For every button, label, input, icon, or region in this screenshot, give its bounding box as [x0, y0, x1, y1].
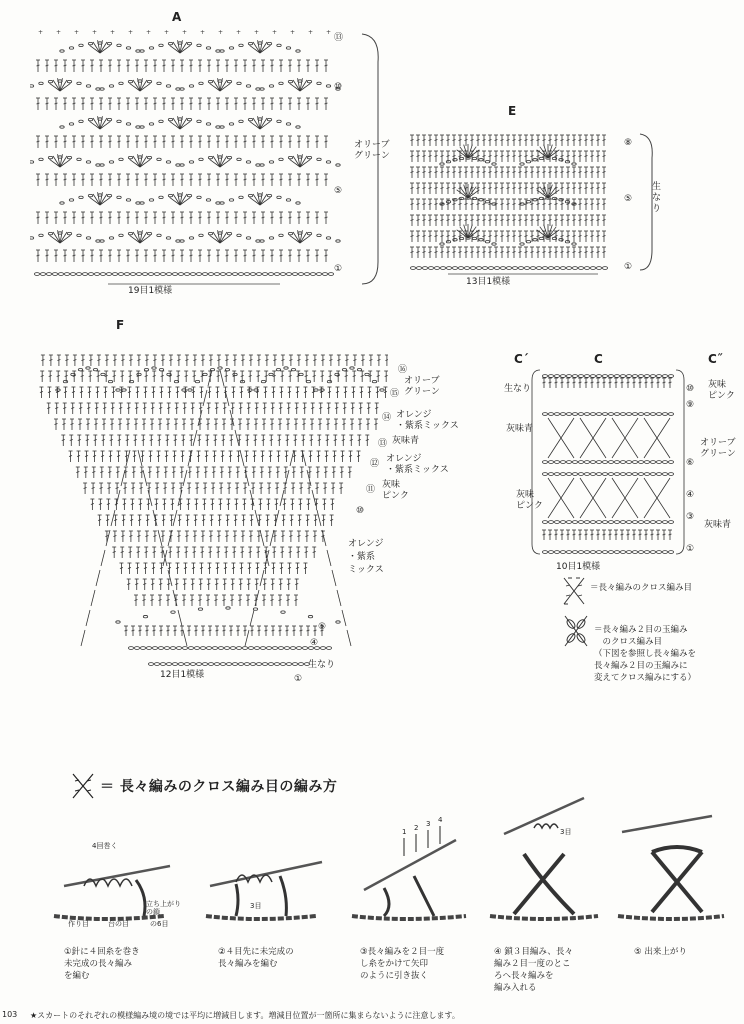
- chart-c-right-blue: 灰味青: [704, 520, 732, 530]
- howto-step-1-caption: ①針に４回糸を巻き 未完成の長々編み を編む: [64, 947, 140, 981]
- chart-c-round-9: ⑨: [686, 400, 695, 410]
- chart-f-round-4: ④: [310, 638, 319, 648]
- cross-stitch-symbol-caption: ＝長々編みのクロス編み目: [590, 583, 693, 593]
- chart-c-round-6: ⑥: [686, 458, 695, 468]
- howto-num-1: 1: [402, 828, 407, 836]
- chart-c-right-olive: オリーブ グリーン: [700, 438, 736, 459]
- svg-text:+: +: [110, 29, 116, 36]
- chart-f-round-12: ⑫: [370, 459, 380, 469]
- chart-c-left-pink: 灰味 ピンク: [516, 490, 543, 511]
- svg-text:+: +: [326, 29, 332, 36]
- svg-text:+: +: [182, 29, 188, 36]
- chart-e-diagram: [408, 128, 658, 278]
- howto-step-5-caption: ⑤ 出来上がり: [634, 947, 687, 957]
- chart-c-round-1: ①: [686, 544, 695, 554]
- chart-f-round-11: ⑪: [366, 485, 376, 495]
- howto-step-5-illustration: [612, 812, 730, 924]
- chart-a-round-13: ⑬: [334, 33, 344, 43]
- chart-c-right-pink: 灰味 ピンク: [708, 380, 735, 401]
- howto-step-4-caption: ④ 鎖３目編み、長々 編み２目一度のとこ ろへ長々編みを 編み入れる: [494, 947, 573, 993]
- svg-text:+: +: [146, 29, 152, 36]
- howto-step-3-illustration: [344, 826, 474, 926]
- chart-f-round-15: ⑮: [390, 389, 400, 399]
- chart-f-color-ecru: 生なり: [308, 660, 336, 670]
- chart-e-round-5: ⑤: [624, 194, 633, 204]
- chart-c-round-3: ③: [686, 512, 695, 522]
- cross-stitch-symbol-icon: [562, 576, 586, 606]
- svg-text:+: +: [200, 29, 206, 36]
- chart-a-label: A: [172, 10, 182, 24]
- svg-text:+: +: [92, 29, 98, 36]
- howto-cross-icon: [70, 772, 96, 800]
- howto-note-base: 台の目: [108, 920, 129, 928]
- howto-step-4-illustration: [484, 794, 604, 924]
- svg-text:+: +: [56, 29, 62, 36]
- chart-f-color-orange-2: オレンジ ・紫系ミックス: [386, 454, 449, 475]
- svg-text:+: +: [128, 29, 134, 36]
- chart-c-prime-label: C´: [514, 352, 529, 366]
- chart-e-repeat: 13目1模様: [466, 277, 511, 287]
- howto-num-2: 2: [414, 824, 419, 832]
- svg-text:+: +: [218, 29, 224, 36]
- howto-step-3-caption: ③長々編みを２目一度 し糸をかけて矢印 のように引き抜く: [360, 947, 445, 981]
- svg-text:+: +: [74, 29, 80, 36]
- howto-note-stand: 立ち上がり の鎖: [146, 900, 181, 916]
- chart-e-label: E: [508, 104, 517, 118]
- chart-c-diagram: [512, 368, 695, 578]
- howto-title: ＝ 長々編みのクロス編み目の編み方: [100, 779, 338, 795]
- howto-note-three-a: 3目: [250, 902, 262, 910]
- howto-note-sixth: の6目: [150, 920, 169, 928]
- svg-text:+: +: [272, 29, 278, 36]
- chart-f-round-1: ①: [294, 674, 303, 684]
- chart-a-color: オリーブ グリーン: [354, 140, 390, 161]
- page-number: 103: [2, 1010, 18, 1019]
- chart-a-repeat: 19目1模様: [128, 286, 173, 296]
- chart-f-round-16: ⑯: [398, 365, 408, 375]
- howto-step-2-illustration: [196, 836, 326, 926]
- chart-f-color-blue: 灰味青: [392, 436, 420, 446]
- chart-c-round-10: ⑩: [686, 384, 695, 394]
- chart-e-round-8: ⑧: [624, 138, 633, 148]
- howto-note-three-b: 3目: [560, 828, 572, 836]
- chart-f-color-pink: 灰味 ピンク: [382, 480, 409, 501]
- chart-f-diagram: [38, 330, 388, 680]
- chart-e-round-1: ①: [624, 262, 633, 272]
- chart-a-round-1: ①: [334, 264, 343, 274]
- chart-f-round-13: ⑬: [378, 439, 388, 449]
- chart-c-left-blue: 灰味青: [506, 424, 534, 434]
- chart-c-repeat: 10目1模様: [556, 562, 601, 572]
- howto-note-wrap: 4回巻く: [92, 842, 118, 850]
- howto-step-2-caption: ②４目先に未完成の 長々編みを編む: [218, 947, 294, 969]
- chart-c-round-4: ④: [686, 490, 695, 500]
- chart-f-color-olive: オリーブ グリーン: [404, 376, 440, 397]
- chart-f-repeat: 12目1模様: [160, 670, 205, 680]
- chart-f-round-5: ⑤: [318, 622, 327, 632]
- chart-c-label: C: [594, 352, 603, 366]
- howto-note-chain: 作り目: [68, 920, 89, 928]
- chart-a-round-10: ⑩: [334, 82, 343, 92]
- footnote: ★スカートのそれぞれの模様編み境の境では平均に増減目します。増減目位置が一箇所に集まらないように注意します。: [30, 1011, 460, 1020]
- chart-a-round-5: ⑤: [334, 186, 343, 196]
- svg-text:+: +: [38, 29, 44, 36]
- chart-f-round-10: ⑩: [356, 506, 365, 516]
- puff-cross-symbol-icon: [562, 614, 590, 648]
- chart-f-round-14: ⑭: [382, 413, 392, 423]
- svg-text:+: +: [254, 29, 260, 36]
- chart-f-color-orange-3: オレンジ ・紫系 ミックス: [348, 539, 384, 575]
- chart-f-color-orange-1: オレンジ ・紫系ミックス: [396, 410, 459, 431]
- svg-text:+: +: [164, 29, 170, 36]
- howto-num-3: 3: [426, 820, 431, 828]
- chart-c-left-ecru: 生なり: [504, 384, 532, 394]
- chart-e-color: 生 な り: [652, 182, 662, 214]
- puff-cross-symbol-caption: ＝長々編み２目の玉編み のクロス編み目 （下図を参照し長々編みを 長々編み２目の玉編みに 変えてクロス編みにする）: [594, 625, 697, 683]
- svg-text:+: +: [290, 29, 296, 36]
- chart-c-double-prime-label: C˝: [708, 352, 723, 366]
- chart-f-label: F: [116, 318, 125, 332]
- howto-num-4: 4: [438, 816, 443, 824]
- chart-a-diagram: [30, 22, 380, 294]
- svg-text:+: +: [308, 29, 314, 36]
- svg-text:+: +: [236, 29, 242, 36]
